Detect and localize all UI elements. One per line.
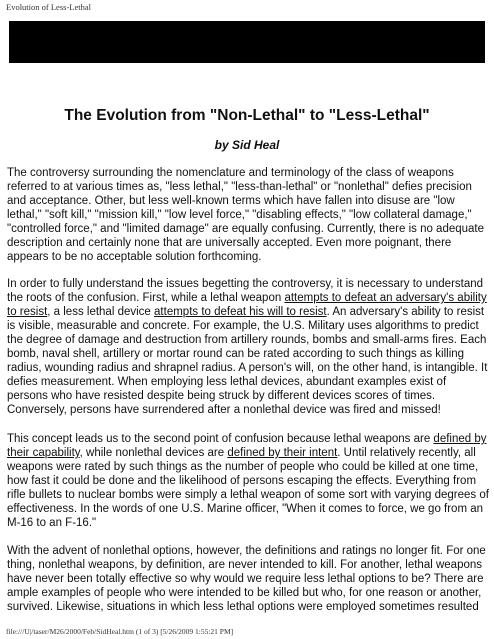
text-run: , a less lethal device <box>47 306 155 318</box>
underlined-phrase: attempts to defeat his will to resist <box>154 306 327 318</box>
paragraph-line: weapons were rated by such things as the number of people who could be killed at one time, <box>7 461 479 473</box>
page-footer: file:///U|/taser/M26/2000/Feb/SidHeal.htm (1 of 3) [5/26/2009 1:55:21 PM] <box>6 627 234 636</box>
underlined-phrase: defined by <box>433 433 487 445</box>
text-run: the roots of the confusion. First, while a lethal weapon <box>7 292 285 304</box>
paragraph-line: survived. Likewise, situations in which less lethal options were employed sometimes resulted <box>7 601 479 613</box>
paragraph-line: lethal," "soft kill," "mission kill," "low level force," "disabling effects," "low collateral damage," <box>7 209 472 221</box>
paragraph-line: the degree of damage and destruction from artillery rounds, bombs and small-arms fires. Each <box>7 334 487 346</box>
paragraph-line <box>7 432 487 446</box>
paragraph-line: how fast it could be done and the likelihood of persons escaping the effects. Everything from <box>7 475 477 487</box>
paragraph-line: bomb, naval shell, artillery or mortar round can be rated according to such things as killing <box>7 348 465 360</box>
paragraph-line <box>7 291 487 305</box>
paragraph-line: rifle bullets to nuclear bombs were simply a lethal weapon of some sort with varying degrees of <box>7 489 489 501</box>
paragraph-1 <box>7 166 484 264</box>
article-title: The Evolution from "Non-Lethal" to "Less-Lethal" <box>64 107 430 124</box>
paragraph-line <box>7 305 484 319</box>
paragraph-line <box>7 446 484 460</box>
paragraph-line: description and certainly none that are universally accepted. Even more poignant, there <box>7 237 452 249</box>
paragraph-line: defies measurement. When employing less lethal devices, abundant examples exist of <box>7 376 447 388</box>
text-run: . Until relatively recently, all <box>337 447 476 459</box>
paragraph-line: persons who have resisted despite being struck by different devices scores of times. <box>7 390 436 402</box>
paragraph-line: "controlled force," and "limited damage" are equally confusing. Currently, there is no adequate <box>7 223 485 235</box>
underlined-phrase: defined by their intent <box>227 447 338 459</box>
paragraph-line: radius, wounding radius and shrapnel radius. A person's will, on the other hand, is intangible. It <box>7 362 488 374</box>
text-run: , while nonlethal devices are <box>79 447 228 459</box>
page-header-label: Evolution of Less-Lethal <box>6 2 91 12</box>
paragraph-line: referred to at various times as, "less lethal," "less-than-lethal" or "nonlethal" defies precision <box>7 181 472 193</box>
paragraph-line: is visible, measurable and concrete. For example, the U.S. Military uses algorithms to predict <box>7 320 479 332</box>
paragraph-3 <box>7 432 489 530</box>
paragraph-line: and acceptance. Other, but less well-known terms which have fallen into disuse are "low <box>7 195 455 207</box>
paragraph-line: The controversy surrounding the nomenclature and terminology of the class of weapons <box>7 167 454 179</box>
underlined-phrase: their capability <box>7 447 80 459</box>
paragraph-line: thing, nonlethal weapons, by definition, are never intended to kill. For another, lethal weapons <box>7 559 483 571</box>
paragraph-line: appears to be no acceptable solution forthcoming. <box>7 251 262 263</box>
paragraph-line: With the advent of nonlethal options, however, the definitions and ratings no longer fit. For one <box>7 545 486 557</box>
header-banner <box>9 21 485 63</box>
underlined-phrase: attempts to defeat an adversary's ability <box>284 292 487 304</box>
underlined-phrase: to resist <box>7 306 48 318</box>
text-run: . An adversary's ability to resist <box>326 306 485 318</box>
paragraph-line: M-16 to an F-16." <box>7 517 97 529</box>
article-author: by Sid Heal <box>214 138 280 152</box>
paragraph-line: Conversely, persons have surrendered after a nonlethal device was fired and missed! <box>7 404 441 416</box>
text-run: This concept leads us to the second point of confusion because lethal weapons are <box>7 433 434 445</box>
paragraph-line: In order to fully understand the issues begetting the controversy, it is necessary to understand <box>7 278 484 290</box>
paragraph-4 <box>7 544 484 614</box>
paragraph-line: ample examples of people who were intended to be killed but who, for one reason or another, <box>7 587 482 599</box>
paragraph-line: effectiveness. In the words of one U.S. Marine officer, "When it comes to force, we go from an <box>7 503 484 515</box>
paragraph-line: have never been totally effective so why would we require less lethal options to be? There are <box>7 573 484 585</box>
paragraph-2 <box>7 277 488 417</box>
